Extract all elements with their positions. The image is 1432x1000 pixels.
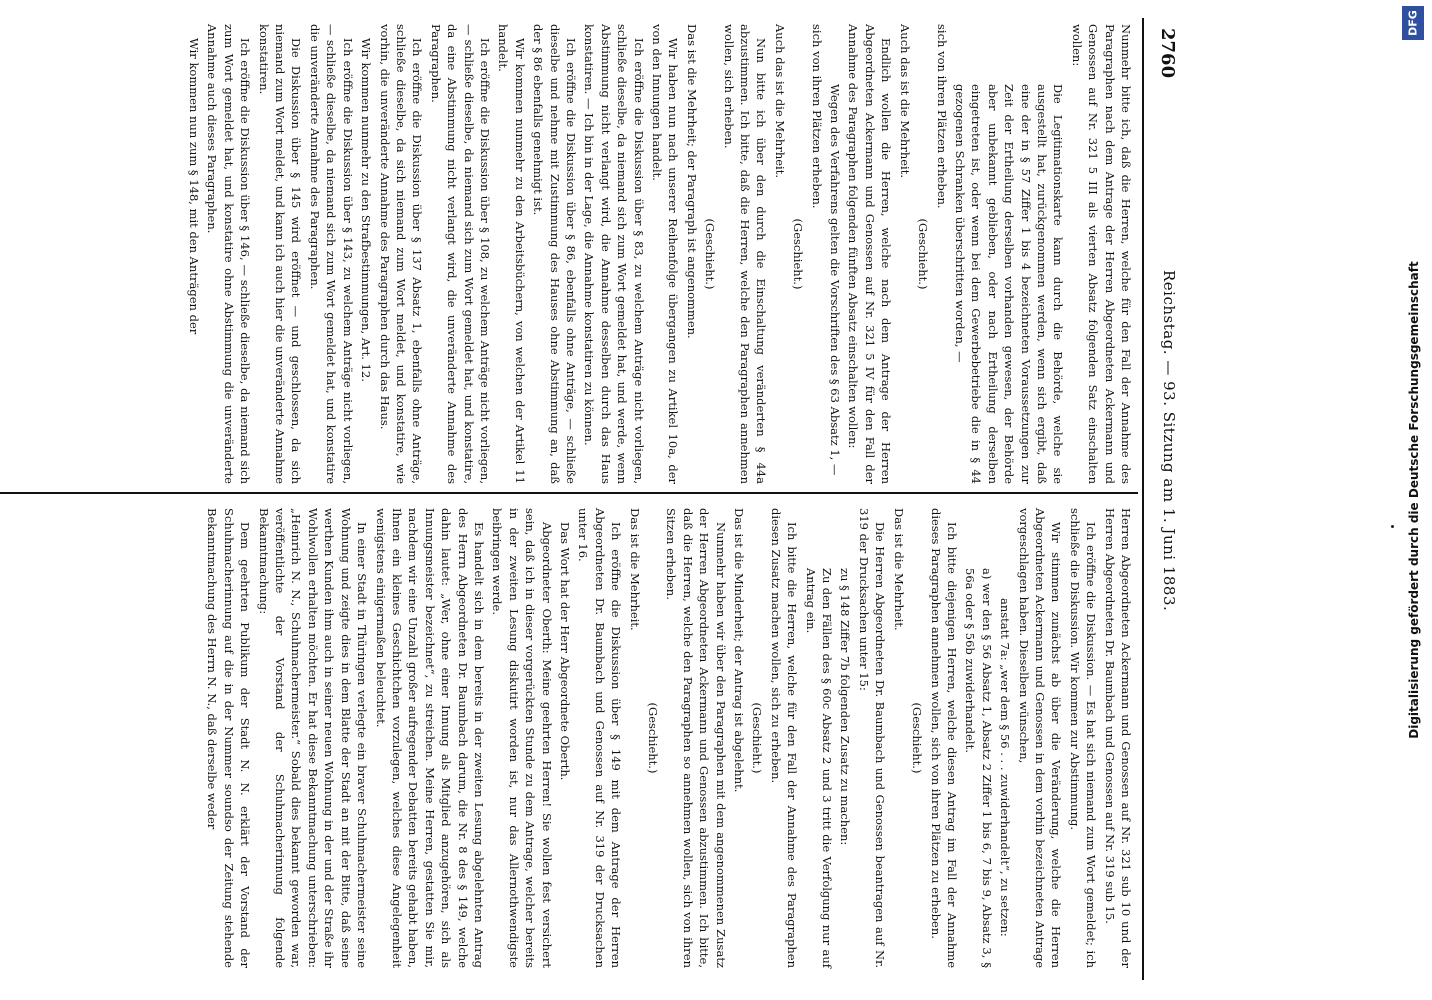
- paragraph: Das ist die Mehrheit.: [891, 508, 906, 631]
- paragraph: (Geschieht.): [910, 702, 925, 774]
- scan-speck: [1391, 525, 1394, 528]
- column-divider: [0, 492, 1138, 494]
- paragraph: Nun bitte ich über den durch die Einschaltung veränderten § 44a abzustimmen. Ich bitte, daß die Herren, welche den Paragraphen annehmen wollen, sich erheben.: [721, 24, 769, 484]
- paragraph: Ich eröffne die Diskussion. — Es hat sich niemand zum Wort gemeldet; ich schließe die Diskussion. Wir kommen zur Abstimmung.: [1067, 508, 1099, 968]
- paragraph: (Geschieht.): [703, 218, 718, 290]
- paragraph: (Geschieht.): [750, 702, 765, 774]
- paragraph: sich von ihren Plätzen erheben.: [809, 24, 824, 209]
- paragraph: Die Legitimationskarte kann durch die Behörde, welche sie ausgestellt hat, zurückgenommen werden, wenn sich ergibt, daß eine der in § 57 Ziffer 1 bis 4 bezeichneten Voraussetzungen zur Zeit der Ertheilung derselben vorhanden gewesen, der Behörde aber unbekannt geblieben, oder nach Ertheilung derselben eingetreten ist, oder wenn bei dem Gewerbebetriebe die in § 44 gezogenen Schranken überschritten worden, —: [952, 84, 1066, 484]
- paragraph: Auch das ist die Mehrheit.: [772, 24, 787, 178]
- paragraph: Ich bitte die Herren, welche für den Fall der Annahme des Paragraphen diesen Zusatz machen wollen, sich zu erheben.: [768, 508, 800, 968]
- paragraph: Ich eröffne die Diskussion über § 83, zu welchem Anträge nicht vorliegen, schließe dieselbe, da niemand sich zum Wort gemeldet hat, und werde, wenn Abstimmung nicht verlangt wird, die Annahme desselben durch das Haus konstatiren. — Ich bin in der Lage, die Annahme konstatiren zu können.: [582, 24, 646, 484]
- paragraph: Abgeordneter Oberth: Meine geehrten Herren! Sie wollen fest versichert sein, daß ich in dieser vorgerückten Stunde zu dem Antrage, welcher bereits in der zweiten Lesung diskutirt worden ist, nur das Allernothwendigste beibringen werde.: [490, 508, 554, 968]
- paragraph: Wir kommen nunmehr zu den Arbeitsbüchern, von welchen der Artikel 11 handelt.: [496, 24, 527, 484]
- paragraph: sich von ihren Plätzen erheben.: [934, 24, 949, 209]
- paragraph: Herren Abgeordneten Ackermann und Genossen auf Nr. 321 sub 10 und der Herren Abgeordneten Dr. Baumbach und Genossen auf Nr. 319 sub 15.: [1102, 508, 1133, 968]
- paragraph: Das ist die Minderheit; der Antrag ist abgelehnt.: [732, 508, 747, 793]
- paragraph: Ich eröffne die Diskussion über § 146, — schließe dieselbe, da niemand sich zum Wort gemeldet hat, und konstatire ohne Abstimmung die unveränderte Annahme auch dieses Paragraphen.: [205, 24, 253, 484]
- paragraph: Das ist die Mehrheit.: [627, 508, 642, 631]
- left-column: [184, 24, 1134, 484]
- paragraph: Wir stimmen zunächst ab über die Veränderung, welche die Herren Abgeordneten Ackermann und Genossen in dem vorhin bezeichneten Antrage vorgeschlagen haben. Dieselben wünschen,: [1016, 508, 1064, 968]
- paragraph: Das Wort hat der Herr Abgeordnete Oberth.: [558, 522, 572, 781]
- paragraph: In einer Stadt in Thüringen verlegte ein braver Schuhmachermeister seine Wohnung und zeigte dies in dem Blatte der Stadt an mit der Bitte, daß seine werthen Kunden ihm auch in seiner neuen Wohnung in der und der Straße ihr Wohlwollen erhalten möchten. Er hat diese Bekanntmachung unterschrieben: „Heinrich N. N., Schuhmachermeister.“ Sobald dies bekannt geworden war, veröffentlichte der Vorstand der Schuhmacherinnung folgende Bekanntmachung:: [256, 508, 370, 968]
- paragraph: Wir haben nun nach unserer Reihenfolge übergangen zu Artikel 10a, der von den Innungen handelt.: [650, 24, 681, 484]
- funding-banner: [1396, 0, 1432, 1000]
- paragraph: Ich eröffne die Diskussion über § 108, zu welchem Anträge nicht vorliegen, — schließe dieselbe, da niemand sich zum Wort gemeldet hat, und konstatire, da eine Abstimmung nicht verlangt wird, die unveränderte Annahme des Paragraphen.: [428, 24, 492, 484]
- paragraph: a) wer den § 56 Absatz 1, Absatz 2 Ziffer 1 bis 6, 7 bis 9, Absatz 3, § 56a oder § 56b zuwiderhandelt.: [963, 568, 994, 968]
- page-number: 2760: [1157, 28, 1178, 79]
- paragraph: (Geschieht.): [916, 218, 931, 290]
- paragraph: Nunmehr haben wir über den Paragraphen mit dem angenommenen Zusatz der Herren Abgeordneten Ackermann und Genossen abzustimmen. Ich bitte, daß die Herren, welche den Paragraphen so annehmen wollen, sich von ihren Sitzen erheben.: [664, 508, 728, 968]
- paragraph: Zu den Fällen des § 60c Absatz 2 und 3 tritt die Verfolgung nur auf Antrag ein.: [803, 568, 835, 968]
- paragraph: Die Diskussion über § 145 wird eröffnet — und geschlossen, da sich niemand zum Wort meldet, und kann ich auch hier die unveränderte Annahme konstatiren.: [256, 24, 304, 484]
- paragraph: Auch das ist die Mehrheit.: [897, 24, 912, 178]
- paragraph: Wegen des Verfahrens gelten die Vorschriften des § 63 Absatz 1, —: [828, 84, 843, 476]
- dfg-logo-text: DFG: [1406, 10, 1420, 36]
- paragraph: (Geschieht.): [646, 702, 661, 774]
- paragraph: Es handelt sich in dem bereits in der zweiten Lesung abgelehnten Antrag des Herrn Abgeordneten Dr. Baumbach darum, die Nr. 8 des § 149, welche dahin lautet: „Wer, ohne einer Innung als Mitglied anzugehören, sich als Innungsmeister bezeichnet“, zu streichen. Meine Herren, gestatten Sie mir, nachdem wir eine Unzahl großer aufregender Debatten bereits gehabt haben, Ihnen ein kleines Geschichtchen vorzulegen, welches diese Angelegenheit wenigstens einigermaßen beleuchtet.: [373, 508, 486, 968]
- paragraph: (Geschieht.): [791, 218, 806, 290]
- right-column: [202, 508, 1134, 968]
- paragraph: Ich eröffne die Diskussion über § 143, zu welchem Anträge nicht vorliegen, — schließe dieselbe, da niemand sich zum Wort gemeldet hat, und konstatire die unveränderte Annahme des Paragraphen.: [307, 24, 355, 484]
- paragraph: Das ist die Mehrheit; der Paragraph ist angenommen.: [684, 24, 699, 339]
- paragraph: Endlich wollen die Herren, welche nach dem Antrage der Herren Abgeordneten Ackermann und Genossen auf Nr. 321 5 IV für den Fall der Annahme des Paragraphen folgenden fünften Absatz einschalten wollen:: [846, 24, 894, 484]
- paragraph: zu § 148 Ziffer 7b folgenden Zusatz zu machen:: [838, 568, 853, 846]
- paragraph: Nunmehr bitte ich, daß die Herren, welche für den Fall der Annahme des Paragraphen nach dem Antrage der Herren Abgeordneten Ackermann und Genossen auf Nr. 321 5 III als vierten Absatz folgenden Satz einschalten wollen:: [1069, 24, 1133, 484]
- funding-note: Digitalisierung gefördert durch die Deutsche Forschungsgemeinschaft: [1407, 261, 1421, 739]
- paragraph: Ich eröffne die Diskussion über § 137 Absatz 1, ebenfalls ohne Anträge, schließe dieselbe, da sich niemand zum Wort meldet, und konstatire, wie vorhin, die unveränderte Annahme des Paragraphen durch das Haus.: [377, 24, 425, 484]
- running-head: Reichstag. — 93. Sitzung am 1. Juni 1883.: [1160, 270, 1178, 612]
- paragraph: Dem geehrten Publikum der Stadt N. N. erklärt der Vorstand der Schuhmacherinnung auf die in der Nummer soundso der Zeitung stehende Bekanntmachung des Herrn N. N., daß derselbe weder: [205, 508, 253, 968]
- paragraph: Wir kommen nun zum § 148, mit den Anträgen der: [187, 38, 202, 335]
- paragraph: Ich eröffne die Diskussion über § 86, ebenfalls ohne Anträge, — schließe dieselbe und nehme mit Zustimmung des Hauses ohne Abstimmung an, daß der § 86 ebenfalls genehmigt ist.: [531, 24, 578, 484]
- paragraph: Ich eröffne die Diskussion über § 149 mit dem Antrage der Herren Abgeordneten Dr. Baumbach und Genossen auf Nr. 319 der Drucksachen unter 16.: [576, 508, 624, 968]
- paragraph: Ich bitte diejenigen Herren, welche diesen Antrag im Fall der Annahme dieses Paragraphen annehmen wollen, sich von ihren Plätzen zu erheben.: [928, 508, 959, 968]
- paragraph: Die Herren Abgeordneten Dr. Baumbach und Genossen beantragen auf Nr. 319 der Drucksachen unter 15:: [856, 508, 888, 968]
- paragraph: Wir kommen nunmehr zu den Strafbestimmungen, Art. 12.: [359, 38, 374, 382]
- dfg-logo: [1402, 6, 1424, 40]
- paragraph: anstatt 7a: „wer dem § 56 . . . zuwiderhandelt“, zu setzen:: [998, 598, 1013, 937]
- header-rule: [1142, 18, 1144, 980]
